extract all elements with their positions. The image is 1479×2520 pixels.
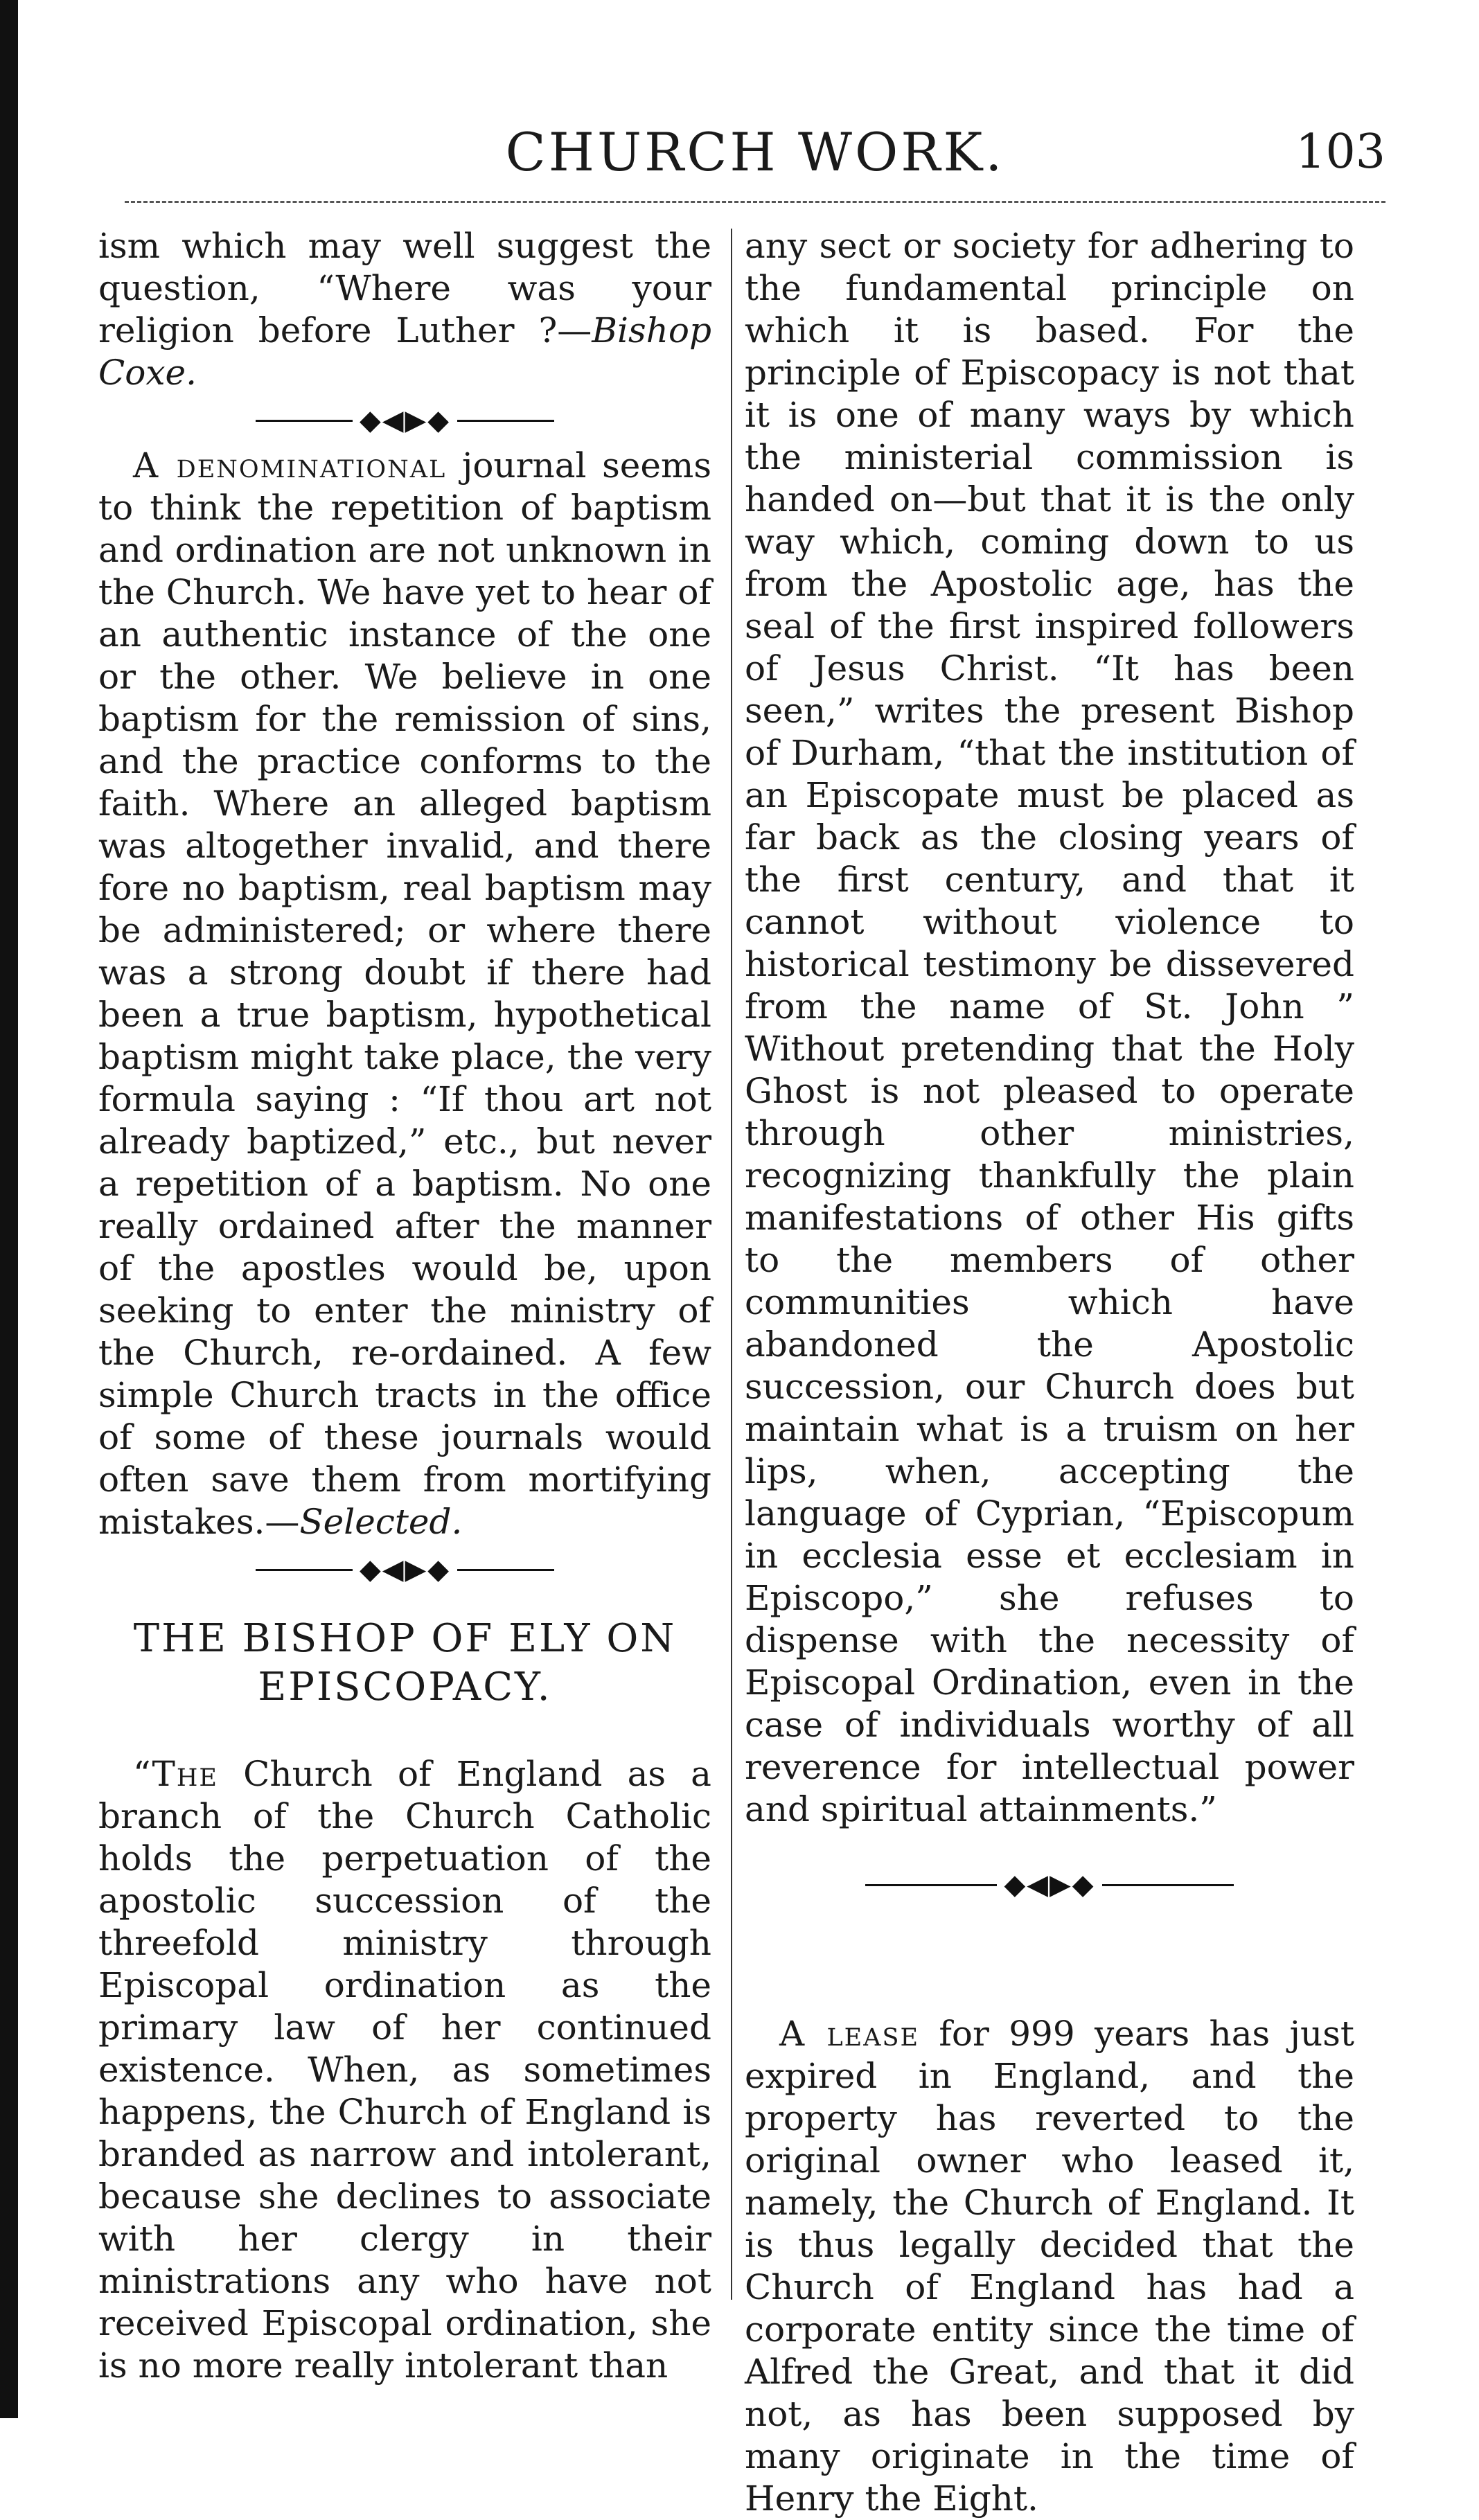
signature-bishop-coxe: Bishop Coxe. (98, 310, 711, 393)
article-title: THE BISHOP OF ELY ON EPISCOPACY. (133, 1616, 677, 1710)
left-column (98, 225, 711, 2387)
ornament-icon: ◆◀▶◆ (359, 1554, 451, 1586)
paragraph-denominational-journal: A denominational journal seems to think the repetition of baptism and ordination are not unknown in the Church. We have yet to hear of an authentic instance of the one or the other. We believe in one baptism for the remission of sins, and the practice conforms to the faith. Where an alleged baptism was altogether invalid, and there fore no baptism, real baptism may be administered; or where there was a strong doubt if there had been a true baptism, hypothetical baptism might take place, the very formula saying : “If thou art not already baptized,” etc., but never a repetition of a baptism. No one really ordained after the manner of the apostles would be, upon seeking to enter the ministry of the Church, re-ordained. A few simple Church tracts in the office of some of these journals would often save them from mortifying mistakes.—Selected. (98, 445, 711, 1542)
ornament-icon: ◆◀▶◆ (1004, 1869, 1095, 1901)
paragraph-church-of-england: “The Church of England as a branch of the Church Catholic holds the perpetuation of the apostolic succession of the threefold ministry through Episcopal ordination as the primary law of her continued existence. When, as sometimes happens, the Church of England is branded as narrow and intolerant, because she declines to associate with her clergy in their ministrations any who have not received Episcopal ordination, she is no more really intolerant than (98, 1754, 711, 2386)
section-ornament (745, 1858, 1354, 1909)
binding-edge (0, 0, 18, 2418)
page-number: 103 (1295, 125, 1385, 179)
paragraph-lease: A lease for 999 years has just expired in England, and the property has reverted to the original owner who leased it, namely, the Church of England. It is thus legally decided that the Church of England has had a corporate entity since the time of Alfred the Great, and that it did not, as has been supposed by many originate in the time of Henry the Eight. (745, 2014, 1354, 2519)
section-ornament (98, 394, 711, 445)
paragraph-episcopacy-continued: any sect or society for adhering to the fundamental principle on which it is based. For the principle of Episcopacy is not that it is one of many ways by which the ministerial commission is handed on—but that it is the only way which, coming down to us from the Apostolic age, has the seal of the first inspired followers of Jesus Christ. “It has been seen,” writes the present Bishop of Durham, “that the institution of an Episcopate must be placed as far back as the closing years of the first century, and that it cannot without violence to historical testimony be dissevered from the name of St. John ” Without pretending that the Holy Ghost is not pleased to operate through other ministries, recognizing thankfully the plain manifestations of other His gifts to the members of other communities which have abandoned the Apostolic succession, our Church does but maintain what is a truism on her lips, when, accepting the language of Cyprian, “Episcopum in ecclesia esse et ecclesiam in Episcopo,” she refuses to dispense with the necessity of Episcopal Ordination, even in the case of individuals worthy of all reverence for intellectual power and spiritual attainments.” (745, 226, 1354, 1829)
page-header (125, 114, 1385, 190)
column-divider (731, 229, 732, 2300)
signature-selected: Selected. (299, 1502, 463, 1542)
running-title: CHURCH WORK. (505, 121, 1005, 183)
header-rule (125, 201, 1385, 203)
paragraph-continuation: ism which may well suggest the question, “Where was your religion before Luther ?—Bishop Coxe. (98, 226, 711, 393)
right-column (745, 225, 1354, 2520)
section-ornament (98, 1543, 711, 1594)
ornament-icon: ◆◀▶◆ (359, 405, 451, 436)
